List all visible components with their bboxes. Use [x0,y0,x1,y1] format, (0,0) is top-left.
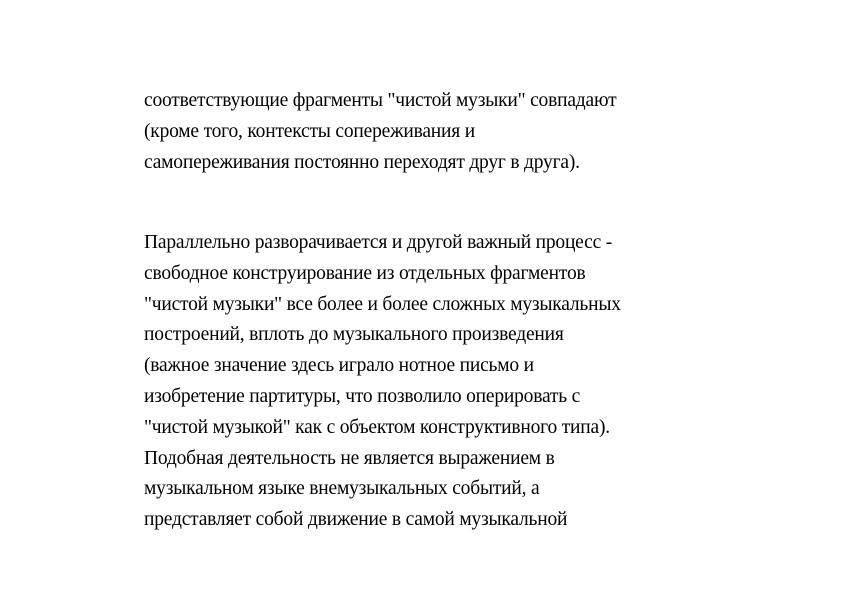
text-line: музыкальном языке внемузыкальных событий, а [144,478,540,500]
text-line: соответствующие фрагменты "чистой музыки" совпадают [144,90,617,111]
paragraph-2 [144,228,744,536]
text-line: "чистой музыки" все более и более сложных музыкальных [144,293,621,315]
text-line: изобретение партитуры, что позволило оперировать с [144,385,581,407]
text-line: свободное конструирование из отдельных фрагментов [144,262,586,284]
text-line: самопереживания постоянно переходят друг в друга). [144,151,580,173]
text-line: Подобная деятельность не является выражением в [144,447,555,469]
text-line: построений, вплоть до музыкального произведения [144,324,564,346]
text-line: представляет собой движение в самой музыкальной [144,509,568,531]
paragraph-1 [144,86,744,178]
text-line: Параллельно разворачивается и другой важный процесс - [144,232,612,253]
text-line: (кроме того, контексты сопереживания и [144,120,475,142]
text-line: (важное значение здесь играло нотное письмо и [144,355,534,377]
text-line: "чистой музыкой" как с объектом конструктивного типа). [144,416,610,438]
